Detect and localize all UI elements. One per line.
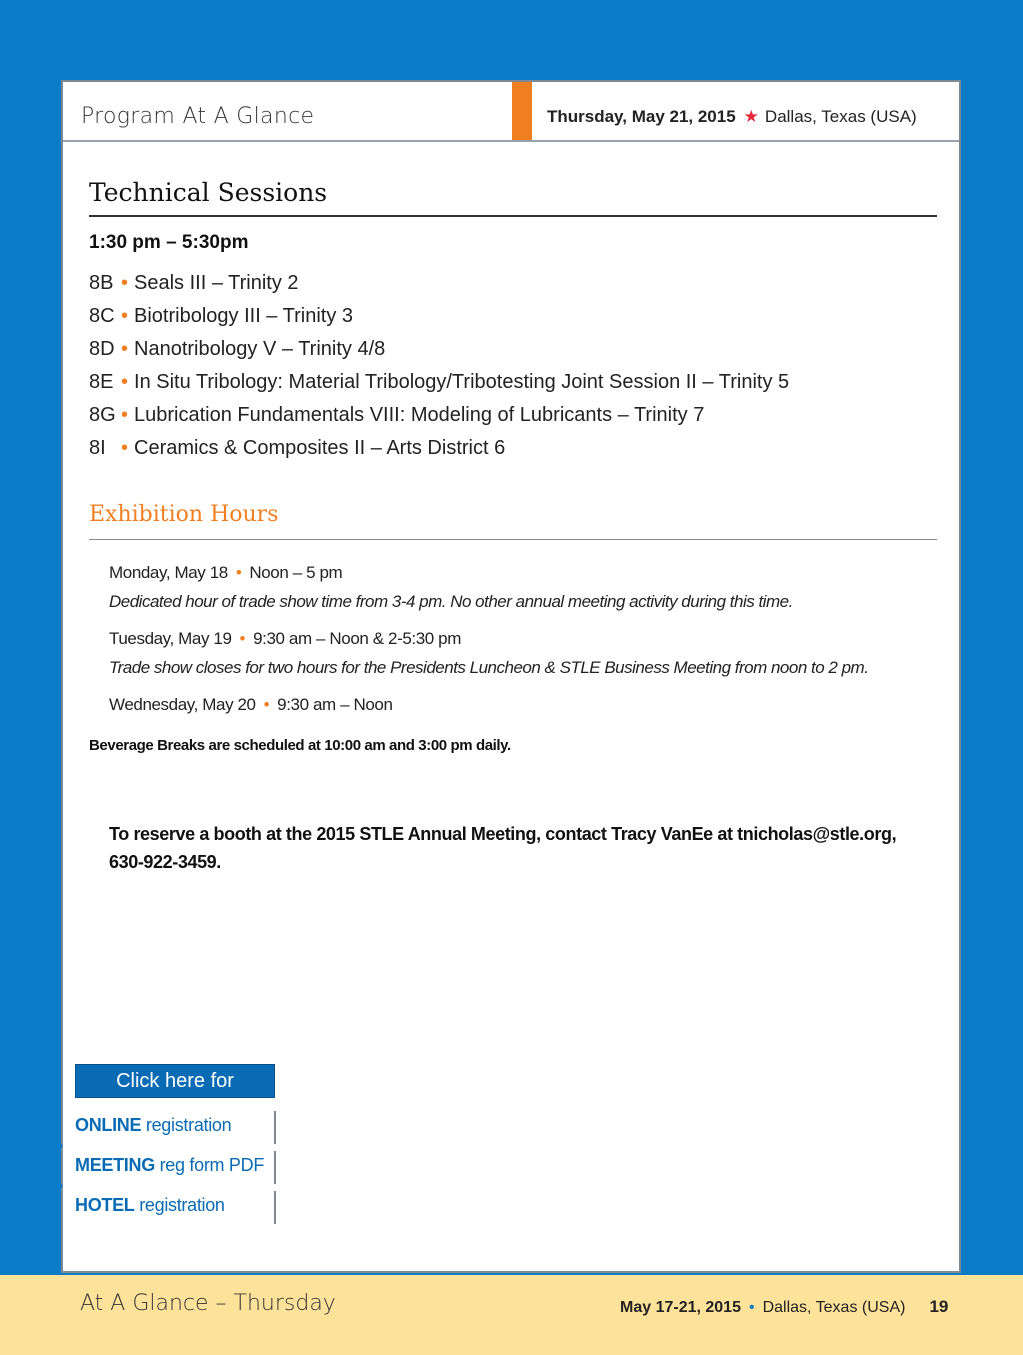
session-text: Biotribology III – Trinity 3 bbox=[134, 305, 353, 327]
page-footer bbox=[0, 1275, 1023, 1355]
footer-location: Dallas, Texas (USA) bbox=[762, 1299, 906, 1316]
page-header bbox=[63, 82, 959, 142]
page-title: Program At A Glance bbox=[81, 104, 315, 129]
bullet-icon: • bbox=[121, 404, 129, 426]
session-item bbox=[89, 267, 789, 300]
beverage-note: Beverage Breaks are scheduled at 10:00 am and 3:00 pm daily. bbox=[89, 737, 511, 754]
header-location: Dallas, Texas (USA) bbox=[764, 107, 917, 126]
session-code: 8E bbox=[89, 371, 114, 393]
link-separator bbox=[274, 1191, 276, 1224]
exhibition-note: Trade show closes for two hours for the Presidents Luncheon & STLE Business Meeting from noon to 2 pm. bbox=[109, 658, 869, 677]
exhibition-day-hours: 9:30 am – Noon & 2-5:30 pm bbox=[253, 629, 461, 648]
session-list bbox=[89, 267, 789, 465]
online-bold: ONLINE bbox=[75, 1115, 142, 1135]
session-code: 8D bbox=[89, 338, 115, 360]
session-time: 1:30 pm – 5:30pm bbox=[89, 232, 249, 253]
exhibition-day bbox=[109, 624, 929, 653]
exhibition-day-hours: Noon – 5 pm bbox=[249, 563, 343, 582]
exhibition-day-label: Tuesday, May 19 bbox=[109, 629, 232, 648]
exhibition-list bbox=[109, 558, 929, 719]
bullet-icon: • bbox=[239, 629, 246, 648]
page-number: 19 bbox=[929, 1297, 949, 1316]
header-date: Thursday, May 21, 2015 bbox=[547, 107, 736, 126]
hotel-registration-link[interactable] bbox=[0, 1188, 276, 1226]
session-text: Nanotribology V – Trinity 4/8 bbox=[134, 338, 386, 360]
session-item bbox=[89, 333, 789, 366]
session-item bbox=[89, 399, 789, 432]
header-date-location bbox=[547, 107, 917, 127]
bullet-icon: • bbox=[121, 338, 129, 360]
link-separator bbox=[274, 1151, 276, 1184]
star-icon: ★ bbox=[743, 107, 759, 126]
meeting-reg-form-link[interactable] bbox=[0, 1148, 276, 1186]
meeting-rest: reg form PDF bbox=[154, 1155, 265, 1175]
exhibition-day bbox=[109, 558, 929, 587]
hotel-registration-label[interactable] bbox=[75, 1195, 225, 1216]
session-text: Seals III – Trinity 2 bbox=[134, 272, 299, 294]
hotel-rest: registration bbox=[134, 1195, 225, 1215]
click-here-banner: Click here for bbox=[75, 1064, 275, 1098]
exhibition-day-hours: 9:30 am – Noon bbox=[277, 695, 393, 714]
session-text: Ceramics & Composites II – Arts District 6 bbox=[134, 437, 506, 459]
session-text: Lubrication Fundamentals VIII: Modeling of Lubricants – Trinity 7 bbox=[134, 404, 705, 426]
bullet-icon: • bbox=[235, 563, 242, 582]
link-separator bbox=[274, 1111, 276, 1144]
exhibition-divider bbox=[89, 539, 937, 540]
bullet-icon: • bbox=[748, 1299, 755, 1316]
bullet-icon: • bbox=[121, 371, 129, 393]
exhibition-hours-title: Exhibition Hours bbox=[89, 502, 279, 527]
bullet-icon: • bbox=[121, 272, 129, 294]
footer-dates: May 17-21, 2015 bbox=[620, 1299, 741, 1316]
online-rest: registration bbox=[141, 1115, 232, 1135]
bullet-icon: • bbox=[121, 437, 129, 459]
exhibition-day-label: Wednesday, May 20 bbox=[109, 695, 256, 714]
bullet-icon: • bbox=[121, 305, 129, 327]
exhibition-day-label: Monday, May 18 bbox=[109, 563, 228, 582]
exhibition-day bbox=[109, 690, 929, 719]
technical-divider bbox=[89, 215, 937, 217]
online-registration-link[interactable] bbox=[0, 1108, 276, 1146]
footer-section-title: At A Glance – Thursday bbox=[80, 1291, 336, 1316]
exhibition-note: Dedicated hour of trade show time from 3-4 pm. No other annual meeting activity during this time. bbox=[109, 592, 793, 611]
meeting-reg-form-label[interactable] bbox=[75, 1155, 264, 1176]
session-code: 8G bbox=[89, 404, 116, 426]
online-registration-label[interactable] bbox=[75, 1115, 231, 1136]
session-code: 8B bbox=[89, 272, 114, 294]
session-text: In Situ Tribology: Material Tribology/Tribotesting Joint Session II – Trinity 5 bbox=[134, 371, 790, 393]
session-item bbox=[89, 432, 789, 465]
session-code: 8C bbox=[89, 305, 115, 327]
hotel-bold: HOTEL bbox=[75, 1195, 135, 1215]
footer-info bbox=[620, 1297, 948, 1317]
meeting-bold: MEETING bbox=[75, 1155, 155, 1175]
session-code: 8I bbox=[89, 437, 106, 459]
header-accent-bar bbox=[512, 82, 532, 140]
bullet-icon: • bbox=[263, 695, 270, 714]
technical-sessions-title: Technical Sessions bbox=[89, 178, 328, 207]
session-item bbox=[89, 300, 789, 333]
session-item bbox=[89, 366, 789, 399]
reserve-booth-note: To reserve a booth at the 2015 STLE Annual Meeting, contact Tracy VanEe at tnicholas@stle.org, 630-922-3459. bbox=[109, 824, 897, 872]
